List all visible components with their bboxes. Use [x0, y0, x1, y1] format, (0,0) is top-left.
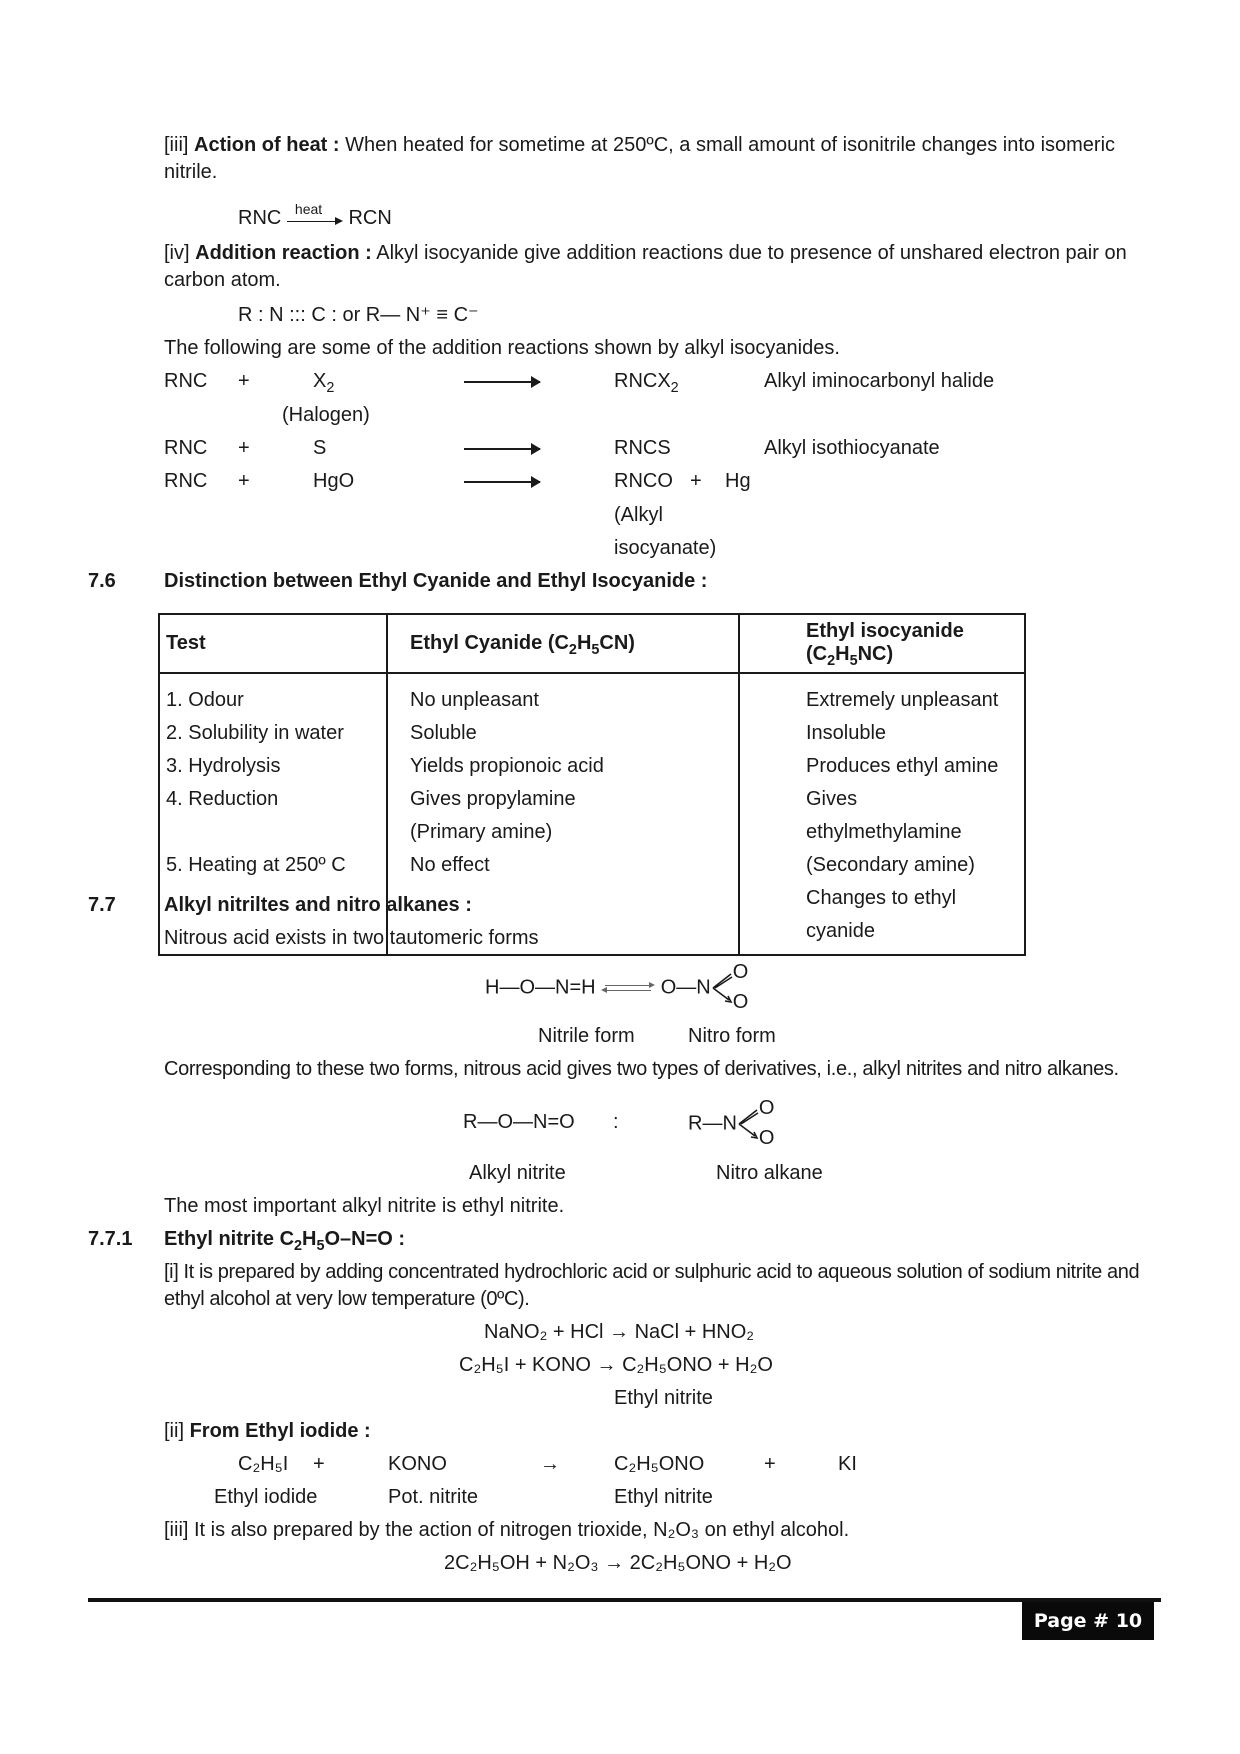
reactant: KONO — [388, 1453, 447, 1475]
reactant: RNC — [164, 470, 208, 492]
product-name: Alkyl iminocarbonyl halide — [764, 370, 995, 392]
prep-iii-text: [iii] It is also prepared by the action of nitrogen trioxide, N₂O₃ on ethyl alcohol. — [164, 1519, 850, 1541]
reactant: $X_2$ — [313, 370, 335, 397]
product: RNCS — [614, 437, 671, 459]
reactant: RNC — [164, 370, 208, 392]
reaction-arrow-icon: → — [540, 1453, 560, 1475]
plus: + — [313, 1453, 325, 1475]
reactant: HgO — [313, 470, 355, 492]
item-title: Action of heat : — [194, 134, 340, 156]
reaction-arrow-icon — [464, 469, 540, 493]
section-intro: Nitrous acid exists in two tautomeric forms — [164, 927, 539, 949]
item-label: [iv] — [164, 242, 190, 264]
section-title: Ethyl nitrite $C_2H_5O-N=O$ : — [164, 1228, 406, 1255]
reactant: S — [313, 437, 327, 459]
section-number: 7.6 — [88, 570, 116, 592]
item-title: Addition reaction : — [195, 242, 372, 264]
header-ethyl-isocyanide: Ethyl isocyanide $(C_2H_5NC)$ — [739, 614, 1025, 673]
equation-1: NaNO₂ + HCl → NaCl + HNO₂ — [484, 1321, 755, 1343]
reaction-arrow-icon — [287, 200, 343, 231]
equation-2: C₂H₅I + KONO → C₂H₅ONO + H₂O — [459, 1354, 773, 1376]
prep-i-paragraph: [i] It is prepared by adding concentrated hydrochloric acid or sulphuric acid to aqueous solution of sodium nitrite and ethyl alcohol at very low temperature (0ºC). — [164, 1261, 1140, 1310]
nitro-group-icon: O O — [737, 1104, 771, 1144]
section-number: 7.7.1 — [88, 1228, 133, 1250]
header-test: Test — [159, 614, 387, 673]
addition-reaction-paragraph — [164, 240, 1160, 294]
plus: + — [764, 1453, 776, 1475]
reactant-label: Pot. nitrite — [388, 1486, 479, 1508]
product: C₂H₅ONO — [614, 1453, 705, 1475]
product-note: isocyanate) — [614, 537, 717, 559]
page-number-badge: Page # 10 — [1022, 1602, 1154, 1640]
plus: + — [238, 437, 250, 459]
table-header-row — [159, 614, 1025, 673]
product-label: Ethyl nitrite — [614, 1486, 713, 1508]
closing-text: The most important alkyl nitrite is ethyl nitrite. — [164, 1195, 565, 1217]
arrow-label: heat — [294, 200, 323, 217]
alkyl-nitrite-label: Alkyl nitrite — [469, 1162, 566, 1184]
product: RNCO — [614, 470, 673, 492]
item-label: [iii] — [164, 134, 189, 156]
cell-test: 1. Odour 2. Solubility in water 3. Hydrolysis 4. Reduction 5. Heating at 250º C — [159, 673, 387, 955]
cell-cyanide: No unpleasant Soluble Yields propionoic acid Gives propylamine (Primary amine) No effect — [387, 673, 739, 955]
reaction-arrow-icon — [464, 436, 540, 460]
nitro-alkane-label: Nitro alkane — [716, 1162, 823, 1184]
item-text: Alkyl isocyanide give addition reactions due to presence of unshared electron pair on carbon atom. — [164, 242, 1127, 291]
action-of-heat-paragraph — [164, 132, 1160, 186]
section-number: 7.7 — [88, 894, 116, 916]
nitrile-form-label: Nitrile form — [538, 1025, 635, 1047]
separator: : — [613, 1111, 619, 1133]
equation-3: 2C₂H₅OH + N₂O₃ → 2C₂H₅ONO + H₂O — [444, 1552, 792, 1574]
isocyanide-structure: R : N ::: C : or R— N⁺ ≡ C⁻ — [238, 304, 479, 326]
reactant-label: Ethyl iodide — [214, 1486, 318, 1508]
derivatives-text: Corresponding to these two forms, nitrous acid gives two types of derivatives, i.e., alkyl nitrites and nitro alkanes. — [164, 1058, 1119, 1080]
item-text: When heated for sometime at 250ºC, a small amount of isonitrile changes into isomeric nitrile. — [164, 134, 1116, 183]
prep-ii-heading: [ii] From Ethyl iodide : — [164, 1420, 371, 1442]
reaction-arrow-icon — [464, 369, 540, 393]
alkyl-nitrite-structure: R—O—N=O — [463, 1111, 575, 1133]
product: Hg — [725, 470, 751, 492]
section-title: Distinction between Ethyl Cyanide and Ethyl Isocyanide : — [164, 570, 708, 592]
equilibrium-arrow-icon — [601, 978, 655, 998]
tautomer-equation — [485, 961, 749, 1013]
product-note: (Alkyl — [614, 504, 663, 526]
reactant: RNC — [164, 437, 208, 459]
addition-intro: The following are some of the addition reactions shown by alkyl isocyanides. — [164, 337, 840, 359]
product: $RNCX_2$ — [614, 370, 679, 397]
section-title: Alkyl nitriltes and nitro alkanes : — [164, 894, 472, 916]
product: RCN — [348, 207, 392, 229]
reactant: C₂H₅I — [238, 1453, 289, 1475]
plus: + — [238, 470, 250, 492]
plus: + — [238, 370, 250, 392]
header-ethyl-cyanide: Ethyl Cyanide $(C_2H_5CN)$ — [387, 614, 739, 673]
nitro-form-structure: O—N — [660, 976, 711, 999]
cell-isocyanide: Extremely unpleasant Insoluble Produces ethyl amine Gives ethylmethylamine (Secondary amine) Changes to ethyl cyanide — [739, 673, 1025, 955]
nitrile-form-structure: H—O—N=H — [485, 976, 596, 999]
product: KI — [838, 1453, 857, 1475]
product-name: Alkyl isothiocyanate — [764, 437, 940, 459]
reactant-note: (Halogen) — [282, 404, 370, 426]
nitro-form-label: Nitro form — [688, 1025, 776, 1047]
nitro-alkane-structure: R—N O O — [688, 1097, 775, 1149]
heat-equation — [238, 200, 392, 231]
reactant: RNC — [238, 207, 282, 229]
equation-2-label: Ethyl nitrite — [614, 1387, 713, 1409]
nitro-group-icon: O O — [711, 968, 745, 1008]
plus: + — [690, 470, 702, 492]
footer-rule — [88, 1598, 1161, 1602]
